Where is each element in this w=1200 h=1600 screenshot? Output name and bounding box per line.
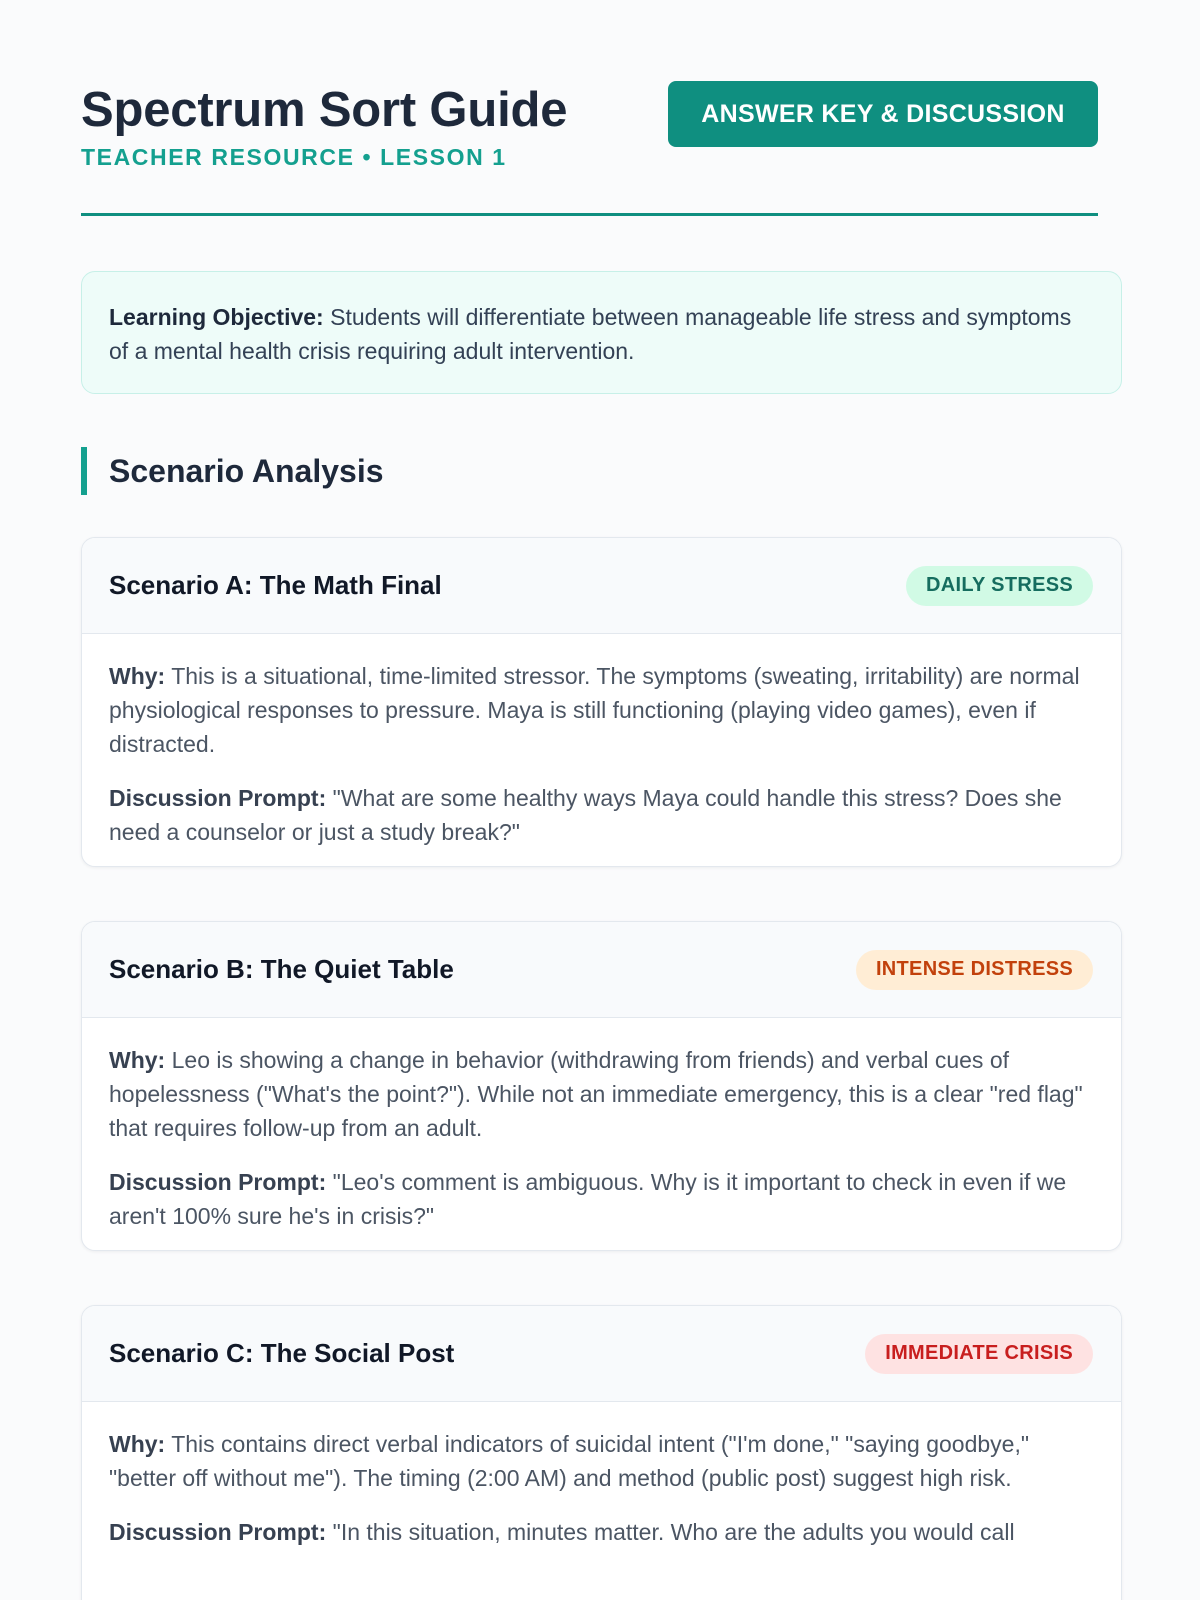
discussion-label: Discussion Prompt: — [109, 785, 327, 811]
scenario-title: Scenario B: The Quiet Table — [109, 954, 454, 984]
scenario-card-body — [82, 1018, 1121, 1251]
scenario-title: Scenario C: The Social Post — [109, 1338, 455, 1368]
why-paragraph — [109, 1427, 1094, 1495]
why-text: This is a situational, time-limited stressor. The symptoms (sweating, irritability) are normal physiological responses to pressure. Maya is still functioning (playing video games), even if distracted. — [109, 663, 1080, 757]
discussion-text: "In this situation, minutes matter. Who are the adults you would call — [326, 1519, 1015, 1545]
discussion-text: "Leo's comment is ambiguous. Why is it important to check in even if we aren't 100% sure he's in crisis?" — [109, 1169, 1067, 1229]
scenario-card-a — [81, 537, 1122, 867]
scenario-card-b — [81, 921, 1122, 1251]
learning-objective-box — [81, 271, 1122, 394]
status-badge: INTENSE DISTRESS — [856, 950, 1093, 990]
objective-text: Students will differentiate between manageable life stress and symptoms of a mental health crisis requiring adult intervention. — [109, 304, 1072, 364]
why-label: Why: — [109, 663, 166, 689]
header — [81, 0, 1098, 216]
discussion-label: Discussion Prompt: — [109, 1519, 327, 1545]
scenario-card-body — [82, 1402, 1121, 1575]
why-text: This contains direct verbal indicators of suicidal intent ("I'm done," "saying goodbye," "better off without me"). The timing (2:00 AM) and method (public post) suggest high risk. — [109, 1431, 1030, 1491]
scenario-title: Scenario A: The Math Final — [109, 570, 442, 600]
answer-key-button[interactable]: ANSWER KEY & DISCUSSION — [668, 81, 1098, 147]
section-heading: Scenario Analysis — [81, 447, 384, 495]
why-paragraph — [109, 659, 1094, 761]
why-text: Leo is showing a change in behavior (withdrawing from friends) and verbal cues of hopelessness ("What's the point?"). While not an immediate emergency, this is a clear "red flag" that requires follow-up from an adult. — [109, 1047, 1083, 1141]
objective-label: Learning Objective: — [109, 304, 324, 330]
discussion-paragraph — [109, 1515, 1094, 1549]
why-label: Why: — [109, 1047, 166, 1073]
discussion-paragraph — [109, 781, 1094, 849]
why-paragraph — [109, 1043, 1094, 1145]
discussion-paragraph — [109, 1165, 1094, 1233]
page-subtitle: TEACHER RESOURCE • LESSON 1 — [81, 144, 507, 170]
status-badge: DAILY STRESS — [906, 566, 1093, 606]
status-badge: IMMEDIATE CRISIS — [865, 1334, 1093, 1374]
page-title: Spectrum Sort Guide — [81, 83, 568, 137]
discussion-label: Discussion Prompt: — [109, 1169, 327, 1195]
discussion-text: "What are some healthy ways Maya could handle this stress? Does she need a counselor or just a study break?" — [109, 785, 1062, 845]
scenario-card-body — [82, 634, 1121, 867]
why-label: Why: — [109, 1431, 166, 1457]
scenario-card-c — [81, 1305, 1122, 1600]
scenario-card-header — [82, 1306, 1121, 1402]
scenario-card-header — [82, 538, 1121, 634]
scenario-card-header — [82, 922, 1121, 1018]
